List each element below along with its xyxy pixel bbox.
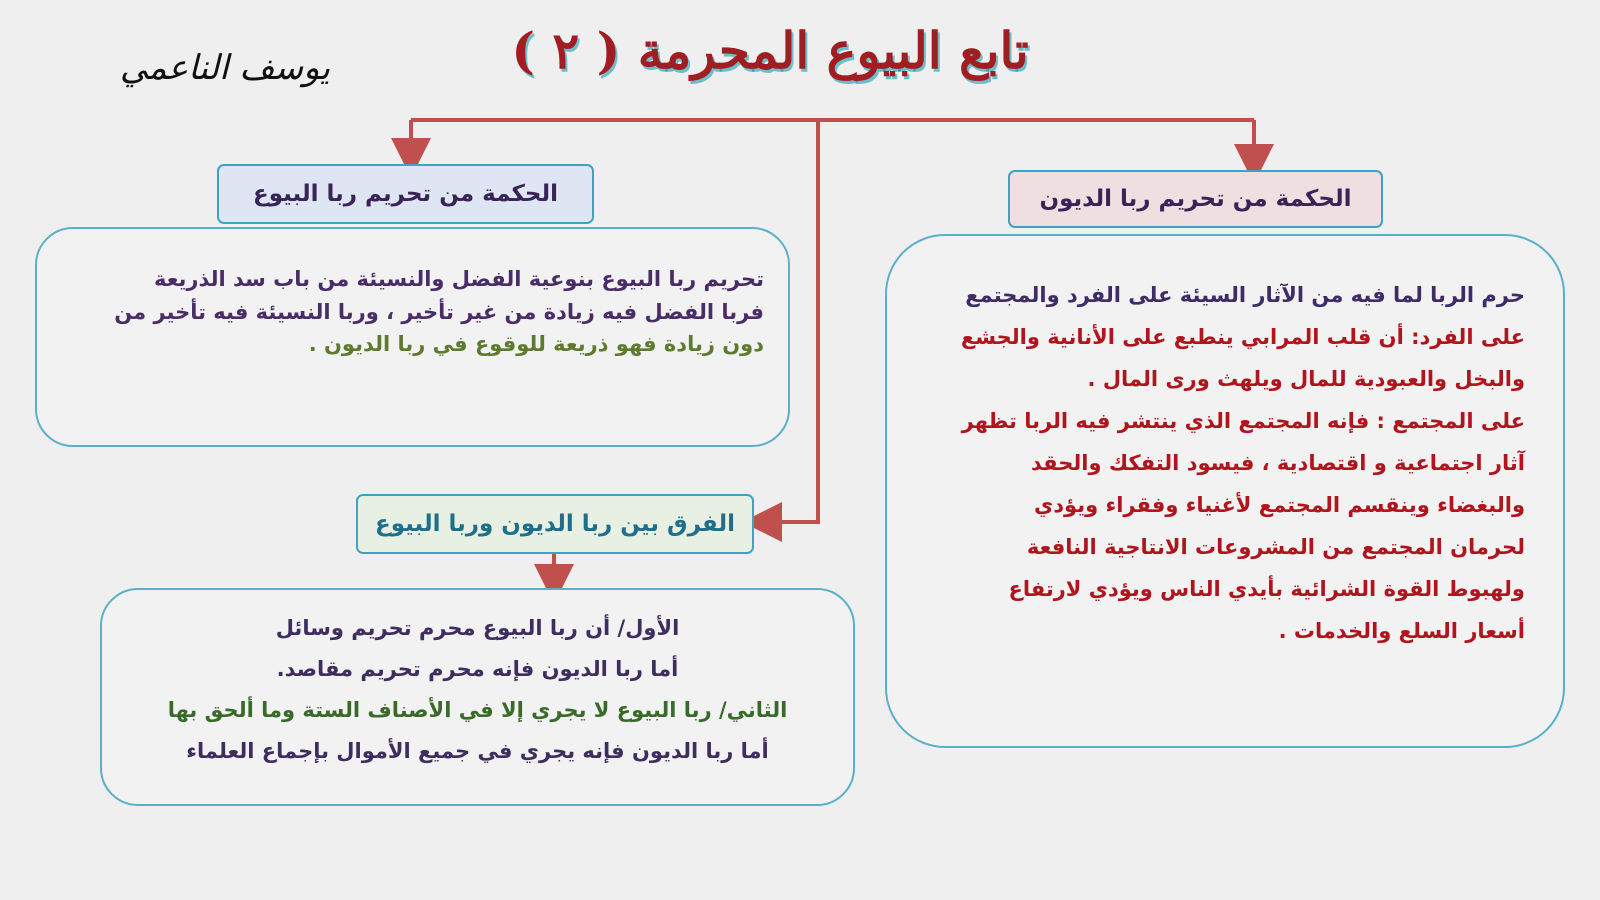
author-signature: يوسف الناعمي xyxy=(119,48,331,88)
label-wisdom-debt-riba: الحكمة من تحريم ربا الديون xyxy=(1008,170,1383,228)
box-right-line: لحرمان المجتمع من المشروعات الانتاجية النافعة xyxy=(1026,535,1525,559)
box-difference xyxy=(100,588,855,806)
box-left-line: تحريم ربا البيوع بنوعية الفضل والنسيئة من باب سد الذريعة xyxy=(153,267,764,291)
box-right-line: ولهبوط القوة الشرائية بأيدي الناس ويؤدي لارتفاع xyxy=(1008,577,1525,601)
box-right-line: والبغضاء وينقسم المجتمع لأغنياء وفقراء ويؤدي xyxy=(1034,493,1525,517)
label-difference: الفرق بين ربا الديون وربا البيوع xyxy=(356,494,754,554)
box-left-line: دون زيادة فهو ذريعة للوقوع في ربا الديون . xyxy=(308,332,764,357)
box-right-line: آثار اجتماعية و اقتصادية ، فيسود التفكك والحقد xyxy=(1031,451,1525,475)
box-left-line: فربا الفضل فيه زيادة من غير تأخير ، وربا النسيئة فيه تأخير من xyxy=(114,299,764,324)
box-diff-line: الأول/ أن ربا البيوع محرم تحريم وسائل xyxy=(275,616,680,640)
box-right-line: والبخل والعبودية للمال ويلهث ورى المال . xyxy=(1087,367,1525,391)
box-right-line: أسعار السلع والخدمات . xyxy=(1278,619,1525,643)
box-right-line: على الفرد: أن قلب المرابي ينطبع على الأنانية والجشع xyxy=(960,325,1525,349)
box-debt-riba-wisdom xyxy=(885,234,1565,748)
box-diff-line: الثاني/ ربا البيوع لا يجري إلا في الأصناف الستة وما ألحق بها xyxy=(167,697,788,722)
box-right-line: حرم الربا لما فيه من الآثار السيئة على الفرد والمجتمع xyxy=(965,283,1525,307)
page-title: تابع البيوع المحرمة ( ٢ ) xyxy=(511,21,1029,80)
box-diff-line: أما ربا الديون فإنه يجري في جميع الأموال بإجماع العلماء xyxy=(186,738,769,763)
box-sales-riba-wisdom xyxy=(35,227,790,447)
box-diff-line: أما ربا الديون فإنه محرم تحريم مقاصد. xyxy=(276,656,679,681)
box-right-line: على المجتمع : فإنه المجتمع الذي ينتشر فيه الربا تظهر xyxy=(961,409,1525,433)
label-wisdom-sales-riba: الحكمة من تحريم ربا البيوع xyxy=(217,164,594,224)
